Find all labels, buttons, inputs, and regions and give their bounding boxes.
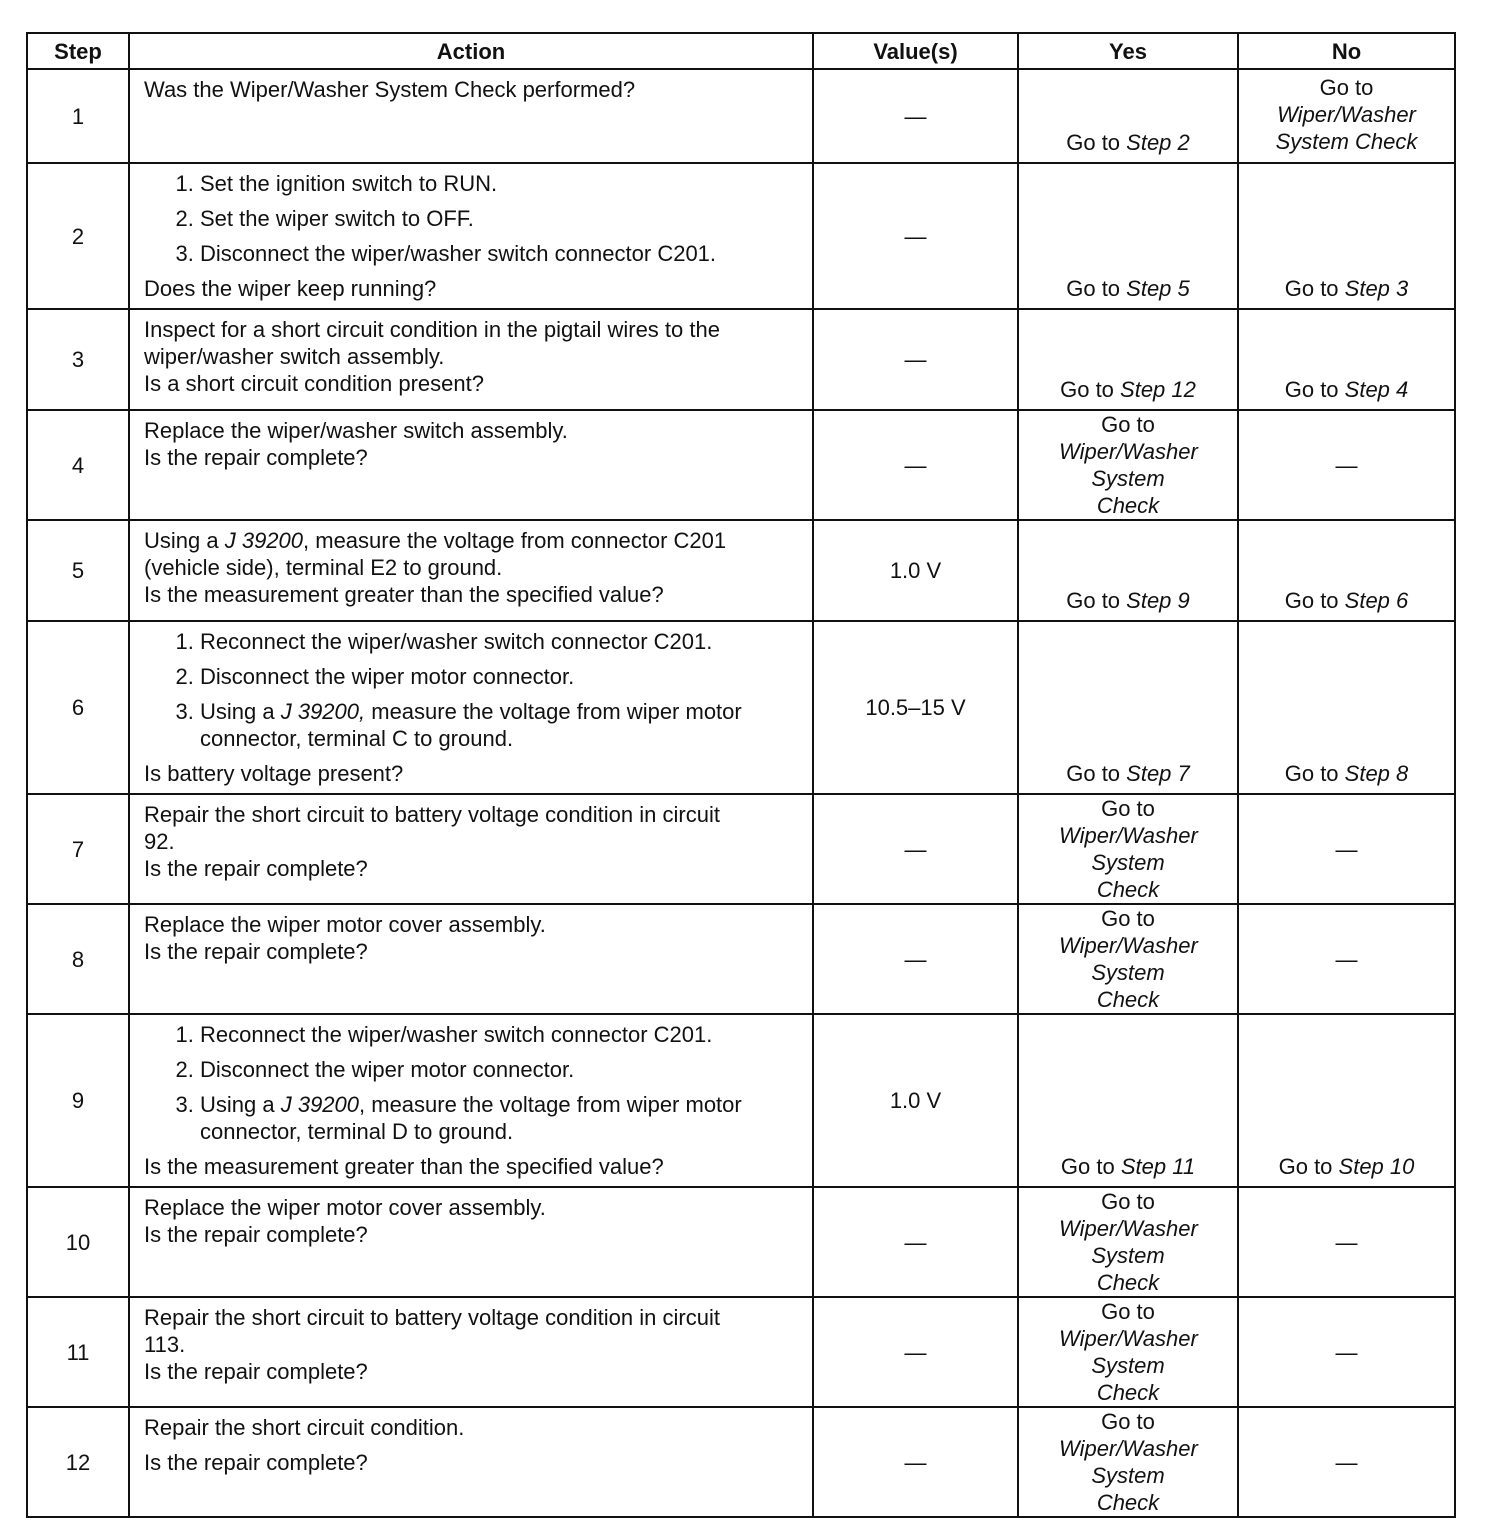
value-cell: — xyxy=(813,69,1018,163)
yes-cell xyxy=(1018,1187,1238,1297)
step-number: 12 xyxy=(27,1407,129,1517)
value-cell: — xyxy=(813,1297,1018,1407)
header-values: Value(s) xyxy=(813,33,1018,69)
action-question: Is battery voltage present? xyxy=(144,761,404,786)
step-number: 6 xyxy=(27,621,129,794)
action-instruction: Inspect for a short circuit condition in the pigtail wires to the wiper/washer switch assembly. xyxy=(144,317,720,369)
yes-target: Wiper/Washer System Check xyxy=(1059,933,1198,1012)
header-step: Step xyxy=(27,33,129,69)
header-row xyxy=(27,33,1455,69)
table-row xyxy=(27,621,1455,794)
action-question: Is the repair complete? xyxy=(144,939,368,964)
list-item: 2. Disconnect the wiper motor connector. xyxy=(200,663,770,690)
yes-target: Step 12 xyxy=(1120,377,1196,402)
action-list xyxy=(144,628,800,760)
action-cell xyxy=(129,1407,813,1517)
step-number: 1 xyxy=(27,69,129,163)
yes-cell xyxy=(1018,1014,1238,1187)
yes-target: Step 2 xyxy=(1126,130,1190,155)
table-row xyxy=(27,410,1455,520)
yes-prefix: Go to xyxy=(1101,1189,1155,1214)
action-list xyxy=(144,1021,800,1153)
action-cell xyxy=(129,1297,813,1407)
yes-target: Step 5 xyxy=(1126,276,1190,301)
yes-cell xyxy=(1018,163,1238,309)
yes-target: Wiper/Washer System Check xyxy=(1059,439,1198,518)
list-item: 1. Set the ignition switch to RUN. xyxy=(200,170,800,197)
table-row xyxy=(27,794,1455,904)
yes-target: Wiper/Washer System Check xyxy=(1059,823,1198,902)
tool-name: J 39200 xyxy=(224,528,304,553)
action-cell xyxy=(129,621,813,794)
no-cell: — xyxy=(1238,1297,1455,1407)
no-cell xyxy=(1238,520,1455,621)
action-instruction: Repair the short circuit to battery voltage condition in circuit 92. xyxy=(144,802,720,854)
value-cell: — xyxy=(813,904,1018,1014)
list-item: 1. Reconnect the wiper/washer switch connector C201. xyxy=(200,628,770,655)
yes-prefix: Go to xyxy=(1066,276,1127,301)
table-row xyxy=(27,1187,1455,1297)
step-number: 7 xyxy=(27,794,129,904)
action-question: Is the measurement greater than the specified value? xyxy=(144,582,664,607)
no-cell xyxy=(1238,621,1455,794)
yes-cell xyxy=(1018,410,1238,520)
action-cell xyxy=(129,309,813,410)
step-number: 10 xyxy=(27,1187,129,1297)
no-cell: — xyxy=(1238,794,1455,904)
yes-prefix: Go to xyxy=(1066,761,1127,786)
no-prefix: Go to xyxy=(1284,588,1345,613)
tool-name: J 39200, xyxy=(280,699,366,724)
value-cell: 1.0 V xyxy=(813,520,1018,621)
no-target: Wiper/Washer System Check xyxy=(1275,102,1418,154)
step-number: 2 xyxy=(27,163,129,309)
step-number: 5 xyxy=(27,520,129,621)
yes-prefix: Go to xyxy=(1060,1154,1121,1179)
action-cell xyxy=(129,163,813,309)
yes-cell xyxy=(1018,309,1238,410)
header-no: No xyxy=(1238,33,1455,69)
table-row xyxy=(27,904,1455,1014)
action-cell xyxy=(129,520,813,621)
action-instruction xyxy=(144,527,800,581)
step-number: 8 xyxy=(27,904,129,1014)
yes-cell xyxy=(1018,794,1238,904)
action-question: Is the measurement greater than the specified value? xyxy=(144,1154,664,1179)
yes-cell xyxy=(1018,69,1238,163)
step-number: 11 xyxy=(27,1297,129,1407)
action-cell xyxy=(129,410,813,520)
no-target: Step 6 xyxy=(1344,588,1409,613)
step-number: 4 xyxy=(27,410,129,520)
yes-prefix: Go to xyxy=(1066,130,1127,155)
list-item: 3. Disconnect the wiper/washer switch connector C201. xyxy=(200,240,800,267)
yes-target: Wiper/Washer System Check xyxy=(1059,1436,1198,1515)
table-row xyxy=(27,69,1455,163)
action-instruction: Replace the wiper motor cover assembly. xyxy=(144,912,546,937)
action-instruction: Replace the wiper motor cover assembly. xyxy=(144,1195,546,1220)
yes-cell xyxy=(1018,621,1238,794)
no-target: Step 8 xyxy=(1344,761,1409,786)
yes-target: Step 11 xyxy=(1120,1154,1196,1179)
header-action: Action xyxy=(129,33,813,69)
value-cell: — xyxy=(813,794,1018,904)
action-cell xyxy=(129,794,813,904)
value-cell: — xyxy=(813,309,1018,410)
action-question: Is a short circuit condition present? xyxy=(144,371,484,396)
yes-cell xyxy=(1018,1297,1238,1407)
list-item xyxy=(200,698,770,752)
yes-cell xyxy=(1018,904,1238,1014)
value-cell: 10.5–15 V xyxy=(813,621,1018,794)
no-cell: — xyxy=(1238,904,1455,1014)
yes-target: Step 9 xyxy=(1126,588,1190,613)
action-question: Is the repair complete? xyxy=(144,1450,368,1475)
no-cell xyxy=(1238,309,1455,410)
step-number: 9 xyxy=(27,1014,129,1187)
yes-cell xyxy=(1018,520,1238,621)
table-row xyxy=(27,309,1455,410)
value-cell: — xyxy=(813,163,1018,309)
action-list xyxy=(144,170,800,275)
table-row xyxy=(27,1014,1455,1187)
action-instruction: Replace the wiper/washer switch assembly. xyxy=(144,418,568,443)
value-cell: — xyxy=(813,1187,1018,1297)
yes-target: Step 7 xyxy=(1126,761,1190,786)
table-row xyxy=(27,1297,1455,1407)
no-target: Step 10 xyxy=(1338,1154,1415,1179)
no-prefix: Go to xyxy=(1278,1154,1339,1179)
yes-prefix: Go to xyxy=(1101,1299,1155,1324)
no-cell: — xyxy=(1238,410,1455,520)
action-cell xyxy=(129,1014,813,1187)
instruction-text: Using a xyxy=(200,1092,281,1117)
no-prefix: Go to xyxy=(1284,377,1345,402)
action-cell xyxy=(129,69,813,163)
value-cell: — xyxy=(813,410,1018,520)
yes-target: Wiper/Washer System Check xyxy=(1059,1216,1198,1295)
table-row xyxy=(27,1407,1455,1517)
instruction-text: Using a xyxy=(200,699,281,724)
no-cell xyxy=(1238,1014,1455,1187)
no-target: Step 4 xyxy=(1344,377,1409,402)
action-cell xyxy=(129,1187,813,1297)
list-item: 2. Set the wiper switch to OFF. xyxy=(200,205,800,232)
yes-prefix: Go to xyxy=(1101,906,1155,931)
table-row xyxy=(27,520,1455,621)
instruction-text: Using a xyxy=(144,528,225,553)
action-question: Is the repair complete? xyxy=(144,1359,368,1384)
value-cell: — xyxy=(813,1407,1018,1517)
header-yes: Yes xyxy=(1018,33,1238,69)
step-number: 3 xyxy=(27,309,129,410)
table-row xyxy=(27,163,1455,309)
no-cell: — xyxy=(1238,1407,1455,1517)
instruction-text: measure the voltage from wiper motor connector, terminal C to ground. xyxy=(200,699,742,751)
value-cell: 1.0 V xyxy=(813,1014,1018,1187)
yes-prefix: Go to xyxy=(1101,1409,1155,1434)
no-prefix: Go to xyxy=(1319,75,1374,100)
diagnostic-table xyxy=(26,32,1456,1518)
instruction-text: , measure the voltage from wiper motor connector, terminal D to ground. xyxy=(200,1092,742,1144)
list-item: 2. Disconnect the wiper motor connector. xyxy=(200,1056,770,1083)
action-cell xyxy=(129,904,813,1014)
no-prefix: Go to xyxy=(1284,276,1345,301)
no-cell xyxy=(1238,163,1455,309)
no-prefix: Go to xyxy=(1284,761,1345,786)
yes-cell xyxy=(1018,1407,1238,1517)
yes-prefix: Go to xyxy=(1060,377,1121,402)
yes-prefix: Go to xyxy=(1066,588,1127,613)
yes-prefix: Go to xyxy=(1101,412,1155,437)
yes-target: Wiper/Washer System Check xyxy=(1059,1326,1198,1405)
action-instruction: Repair the short circuit condition. xyxy=(144,1415,465,1440)
list-item xyxy=(200,1091,770,1145)
instruction-text: , measure the voltage from connector C201 (vehicle side), terminal E2 to ground. xyxy=(144,528,727,580)
no-target: Step 3 xyxy=(1344,276,1409,301)
tool-name: J 39200 xyxy=(280,1092,360,1117)
no-cell: — xyxy=(1238,1187,1455,1297)
list-item: 1. Reconnect the wiper/washer switch connector C201. xyxy=(200,1021,770,1048)
action-question: Does the wiper keep running? xyxy=(144,276,437,301)
action-instruction: Repair the short circuit to battery voltage condition in circuit 113. xyxy=(144,1305,720,1357)
action-question: Is the repair complete? xyxy=(144,445,368,470)
action-question: Was the Wiper/Washer System Check performed? xyxy=(144,77,636,102)
yes-prefix: Go to xyxy=(1101,796,1155,821)
no-cell xyxy=(1238,69,1455,163)
action-question: Is the repair complete? xyxy=(144,1222,368,1247)
action-question: Is the repair complete? xyxy=(144,856,368,881)
